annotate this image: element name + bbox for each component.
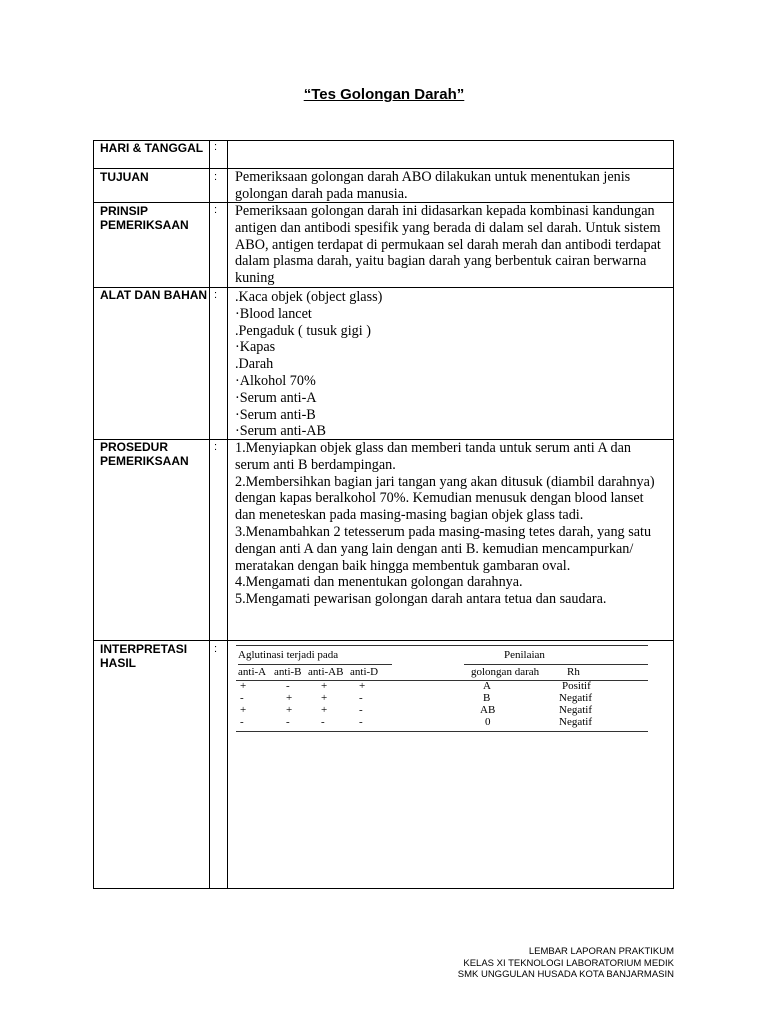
footer-line: KELAS XI TEKNOLOGI LABORATORIUM MEDIK xyxy=(463,957,674,969)
list-item: .Kaca objek (object glass) xyxy=(235,289,383,305)
footer-line: SMK UNGGULAN HUSADA KOTA BANJARMASIN xyxy=(457,969,674,980)
table-cell: + xyxy=(359,680,366,692)
table-cell: - xyxy=(321,716,325,728)
column-header: anti-D xyxy=(350,666,379,678)
colon-column-divider xyxy=(227,140,228,889)
procedure-step: 5.Mengamati pewarisan golongan darah antara tetua dan saudara. xyxy=(235,591,607,608)
column-header: golongan darah xyxy=(471,666,540,678)
list-item: .Darah xyxy=(235,356,274,373)
group-header-aglutinasi: Aglutinasi terjadi pada xyxy=(238,649,339,661)
prinsip-paragraph: Pemeriksaan golongan darah ini didasarkan kepada kombinasi kandungan antigen dan antibodi spesifik yang berada di dalam sel darah. Untuk sistem ABO, antigen terdapat di permukaan sel darah merah dan antibodi terdapat dalam plasma darah, yaitu bagian darah yang berbentuk cairan berwarna kuning xyxy=(235,203,661,287)
page-footer xyxy=(458,946,674,981)
table-rule xyxy=(238,664,392,665)
list-item: ·Serum anti-AB xyxy=(235,423,327,440)
procedure-step: 4.Mengamati dan menentukan golongan darahnya. xyxy=(235,574,523,591)
row-colon: : xyxy=(214,141,218,153)
prosedur-list xyxy=(235,440,665,608)
column-header: anti-B xyxy=(274,666,302,678)
table-rule xyxy=(236,645,648,646)
column-header: anti-A xyxy=(238,666,267,678)
procedure-step: 1.Menyiapkan objek glass dan memberi tanda untuk serum anti A dan serum anti B berdampingan. xyxy=(235,440,631,473)
row-colon: : xyxy=(214,204,218,216)
table-cell: A xyxy=(483,680,491,692)
table-cell: + xyxy=(286,704,293,716)
row-label-hari-tanggal: HARI & TANGGAL xyxy=(100,141,204,155)
row-colon: : xyxy=(214,441,218,453)
table-cell: B xyxy=(483,692,491,704)
column-header: anti-AB xyxy=(308,666,344,678)
table-cell: - xyxy=(240,716,244,728)
row-colon: : xyxy=(214,171,218,183)
table-cell: + xyxy=(286,692,293,704)
row-label-prosedur: PROSEDUR PEMERIKSAAN xyxy=(100,440,189,468)
row-label-alat-bahan: ALAT DAN BAHAN xyxy=(100,288,208,302)
row-label-tujuan: TUJUAN xyxy=(100,170,149,184)
document-title: “Tes Golongan Darah” xyxy=(303,86,465,103)
table-cell: Negatif xyxy=(559,692,592,704)
procedure-step: 3.Menambahkan 2 tetesserum pada masing-masing tetes darah, yang satu dengan anti A dan yang lain dengan anti B. kemudian mencampurkan/ meratakan dengan baik hingga membentuk gambaran oval. xyxy=(235,523,652,574)
table-cell: 0 xyxy=(485,716,491,728)
table-cell: + xyxy=(321,704,328,716)
table-cell: - xyxy=(359,716,363,728)
table-cell: AB xyxy=(480,704,496,716)
table-cell: - xyxy=(240,692,244,704)
list-item: .Pengaduk ( tusuk gigi ) xyxy=(235,322,371,339)
list-item: ·Alkohol 70% xyxy=(235,372,316,389)
row-divider xyxy=(93,640,674,641)
table-rule xyxy=(464,664,648,665)
table-cell: Positif xyxy=(562,680,591,692)
list-item: ·Kapas xyxy=(235,339,276,356)
group-header-penilaian: Penilaian xyxy=(504,649,545,661)
procedure-step: 2.Membersihkan bagian jari tangan yang akan ditusuk (diambil darahnya) dengan kapas beralkohol 70%. Kemudian menusuk dengan blood lanset dan meneteskan pada masing-masing bagian objek glass tadi. xyxy=(235,473,655,524)
alat-bahan-list xyxy=(235,289,665,440)
table-cell: Negatif xyxy=(559,716,592,728)
column-header: Rh xyxy=(567,666,580,678)
row-label-prinsip: PRINSIP PEMERIKSAAN xyxy=(100,204,189,232)
footer-line: LEMBAR LAPORAN PRAKTIKUM xyxy=(528,946,674,957)
row-colon: : xyxy=(214,289,218,301)
table-cell: + xyxy=(321,680,328,692)
table-cell: - xyxy=(359,692,363,704)
row-colon: : xyxy=(214,643,218,655)
tujuan-paragraph: Pemeriksaan golongan darah ABO dilakukan untuk menentukan jenis golongan darah pada manusia. xyxy=(235,169,631,202)
table-cell: + xyxy=(240,680,247,692)
table-cell: - xyxy=(359,704,363,716)
row-label-interpretasi: INTERPRETASI HASIL xyxy=(100,642,188,670)
table-cell: + xyxy=(240,704,247,716)
tujuan-text xyxy=(235,169,665,203)
table-cell: - xyxy=(286,716,290,728)
list-item: ·Serum anti-A xyxy=(235,389,317,406)
list-item: ·Blood lancet xyxy=(235,305,312,322)
table-rule xyxy=(236,731,648,732)
table-cell: - xyxy=(286,680,290,692)
label-column-divider xyxy=(209,140,210,889)
table-cell: + xyxy=(321,692,328,704)
list-item: ·Serum anti-B xyxy=(235,406,316,423)
prinsip-text xyxy=(235,203,665,287)
table-cell: Negatif xyxy=(559,704,592,716)
